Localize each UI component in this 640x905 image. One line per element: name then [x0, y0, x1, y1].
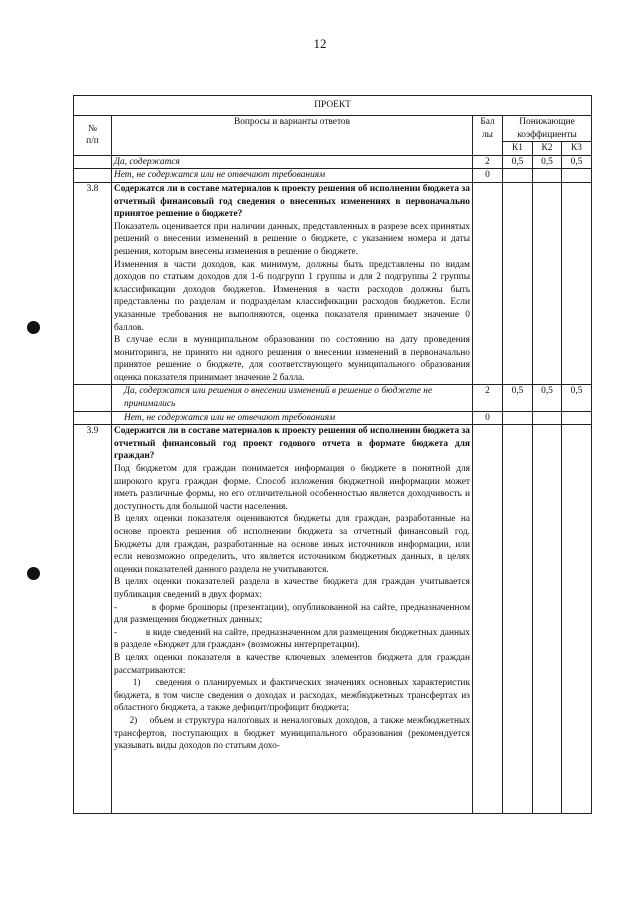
question-row — [74, 425, 592, 814]
question-paragraph: В целях оценки показателя в качестве ключевых элементов бюджета для граждан рассматриваются: — [114, 652, 470, 676]
answer-points: 0 — [473, 411, 503, 425]
question-row — [74, 182, 592, 385]
element-text: сведения о планируемых и фактических значениях основных характеристик бюджета, в том числе сведения о доходах и расходах, межбюджетных трансфертах из областного бюджета, а также дефицит/профицит бюджета; — [114, 678, 471, 714]
page-number: 12 — [313, 36, 327, 51]
answer-text: Да, содержатся — [112, 155, 473, 169]
answer-k1: 0,5 — [503, 385, 533, 411]
answer-k3: 0,5 — [562, 385, 592, 411]
header-k1: К1 — [503, 142, 533, 156]
answer-row — [74, 169, 592, 183]
answer-k1: 0,5 — [503, 155, 533, 169]
element-item — [114, 677, 470, 715]
element-marker: 2) — [129, 715, 138, 726]
criteria-table — [73, 95, 592, 814]
answer-points: 0 — [473, 169, 503, 183]
element-item — [114, 715, 470, 753]
form-marker: - — [114, 602, 118, 613]
punch-hole — [27, 567, 40, 580]
form-text: в форме брошюры (презентации), опубликованной на сайте, предназначенном для размещения бюджетных данных; — [114, 602, 471, 626]
answer-row — [74, 385, 592, 411]
question-paragraph: В случае если в муниципальном образовании по состоянию на дату проведения мониторинга, не принято ни одного решения о внесении изменений в первоначально принятое решение о бюджете, для соответствующего муниципального образования оценка показателя принимает значение 2 балла. — [114, 335, 470, 383]
header-k2: К2 — [533, 142, 562, 156]
question-title: Содержатся ли в составе материалов к проекту решения об исполнении бюджета за отчетный финансовый год сведения о внесенных изменениях в первоначально принятое решение о бюджете? — [114, 183, 470, 220]
question-paragraph: Показатель оценивается при наличии данных, представленных в разрезе всех принятых решений о внесении изменений в решение о бюджете, с указанием номера и даты решения, которым внесены изменения в решение о бюджете. — [114, 221, 470, 257]
answer-text: Нет, не содержатся или не отвечают требованиям — [112, 169, 473, 183]
form-item — [114, 602, 470, 627]
question-paragraph: В целях оценки показателя оцениваются бюджеты для граждан, разработанные на основе проекта решения об исполнении бюджета за отчетный финансовый год. Бюджеты для граждан, разработанные на основе иных источников информации, или если невозможно определить, что является источником бюджетных данных, в целях оценки показателей данного раздела не учитываются. — [114, 514, 470, 575]
question-paragraph: Под бюджетом для граждан понимается информация о бюджете в понятной для широкого круга граждан форме. Способ изложения бюджетной информации может иметь различные формы, но его отличительной особенностью является доходчивость и доступность для большой части населения. — [114, 464, 470, 512]
form-marker: - — [114, 627, 118, 638]
answer-points: 2 — [473, 385, 503, 411]
answer-text: Да, содержатся или решения о внесении изменений в решение о бюджете не принимались — [112, 385, 473, 411]
header-coefficients: Понижающие коэффициенты — [503, 116, 592, 142]
answer-k3: 0,5 — [562, 155, 592, 169]
punch-hole — [27, 321, 40, 334]
table-title: ПРОЕКТ — [74, 96, 592, 116]
header-k3: К3 — [562, 142, 592, 156]
element-text: объем и структура налоговых и неналоговых доходов, а также межбюджетных трансфертов, поступающих в бюджет муниципального образования (рекомендуется указывать виды доходов по статьям дохо- — [114, 715, 471, 752]
header-num: № п/п — [74, 116, 112, 156]
answer-row — [74, 155, 592, 169]
answer-k2: 0,5 — [533, 385, 562, 411]
form-text: в виде сведений на сайте, предназначенном для размещения бюджетных данных в разделе «Бюджет для граждан» (возможны интерпретации). — [114, 627, 470, 651]
answer-points: 2 — [473, 155, 503, 169]
question-paragraph: Изменения в части доходов, как минимум, должны быть представлены по видам доходов по статьям доходов для 1-6 подгрупп 1 группы и для 2 подгруппы 2 группы классификации доходов бюджетов. Изменения в части расходов должны быть представлены по разделам и подразделам классификации расходов бюджетов. Если указанные требования не выполняются, оценка показателя принимает значение 0 баллов. — [114, 259, 470, 333]
question-number: 3.8 — [74, 182, 112, 385]
header-question: Вопросы и варианты ответов — [112, 116, 473, 156]
answer-text: Нет, не содержатся или не отвечают требованиям — [112, 411, 473, 425]
answer-row — [74, 411, 592, 425]
form-item — [114, 627, 470, 652]
element-marker: 1) — [132, 678, 141, 689]
question-paragraph: В целях оценки показателей раздела в качестве бюджета для граждан учитывается публикация сведений в двух формах: — [114, 577, 470, 600]
answer-k2: 0,5 — [533, 155, 562, 169]
question-title: Содержится ли в составе материалов к проекту решения об исполнении бюджета за отчетный финансовый год проект годового отчета в формате бюджета для граждан? — [114, 426, 470, 462]
header-points: Бал лы — [473, 116, 503, 156]
question-number: 3.9 — [74, 425, 112, 814]
